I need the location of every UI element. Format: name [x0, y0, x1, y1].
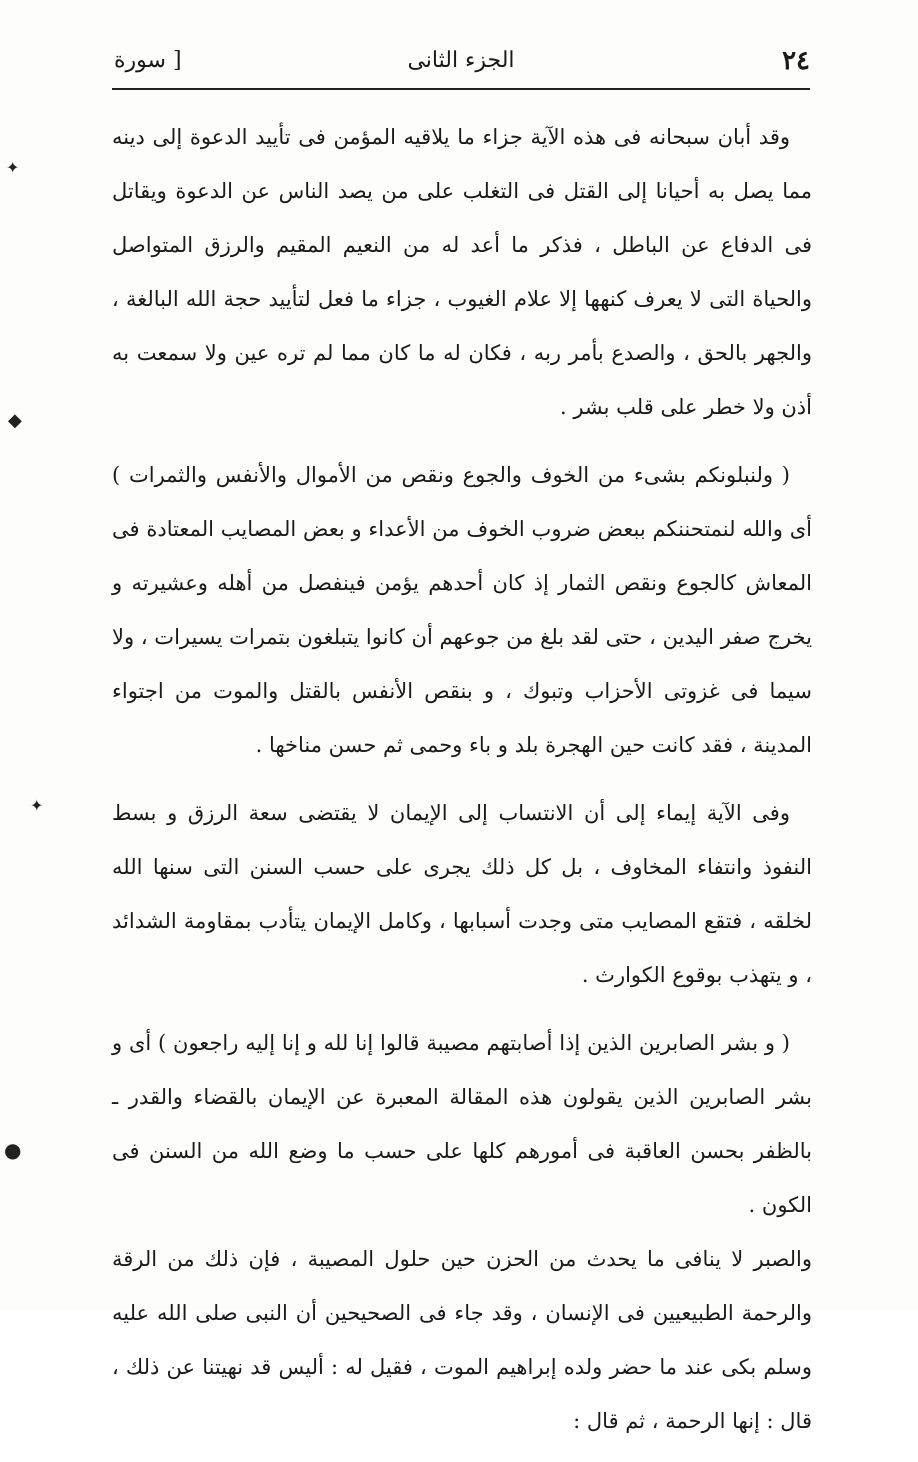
paragraph: وفى الآية إيماء إلى أن الانتساب إلى الإيمان لا يقتضى سعة الرزق و بسط النفوذ وانتفاء المخاوف ، بل كل ذلك يجرى على حسب السنن التى سنها الله لخلقه ، فتقع المصايب متى وجدت أسبابها ، وكامل الإيمان يتأدب بمقاومة الشدائد ، و يتهذب بوقوع الكوارث . [112, 801, 812, 987]
scan-speck-icon: ✦ [6, 158, 20, 177]
paragraph: ( و بشر الصابرين الذين إذا أصابتهم مصيبة قالوا إنا لله و إنا إليه راجعون ) أى و بشر الصابرين الذين يقولون هذه المقالة المعبرة عن الإيمان بالقضاء والقدر ـ بالظفر بحسن العاقبة فى أمورهم كلها على حسب ما وضع الله من السنن فى الكون . [112, 1031, 812, 1217]
paragraph: وقد أبان سبحانه فى هذه الآية جزاء ما يلاقيه المؤمن فى تأييد الدعوة إلى دينه مما يصل به أحيانا إلى القتل فى التغلب على من يصد الناس عن الدعوة ويقاتل فى الدفاع عن الباطل ، فذكر ما أعد له من النعيم المقيم والرزق المتواصل والحياة التى لا يعرف كنهها إلا علام الغيوب ، جزاء ما فعل لتأييد حجة الله البالغة ، والجهر بالحق ، والصدع بأمر ربه ، فكان له ما كان مما لم تره عين ولا سمعت به أذن ولا خطر على قلب بشر . [112, 125, 812, 419]
page-number: ٢٤ [782, 46, 810, 76]
header-rule [112, 88, 810, 90]
surah-label: [ سورة [114, 48, 182, 73]
page-header [112, 44, 810, 84]
scan-speck-icon: ● [4, 1138, 22, 1162]
paragraph: والصبر لا ينافى ما يحدث من الحزن حين حلول المصيبة ، فإن ذلك من الرقة والرحمة الطبيعيين فى الإنسان ، وقد جاء فى الصحيحين أن النبى صلى الله عليه وسلم بكى عند ما حضر ولده إبراهيم الموت ، فقيل له : أليس قد نهيتنا عن ذلك ، قال : إنها الرحمة ، ثم قال : [112, 1247, 812, 1433]
page-body [112, 110, 812, 1462]
scan-speck-icon: ◆ [8, 410, 22, 431]
scan-speck-icon: ✦ [30, 796, 44, 815]
paragraph: ( ولنبلونكم بشىء من الخوف والجوع ونقص من الأموال والأنفس والثمرات ) أى والله لنمتحننكم ببعض ضروب الخوف من الأعداء و بعض المصايب المعتادة فى المعاش كالجوع ونقص الثمار إذ كان أحدهم يؤمن فينفصل من أهله وعشيرته و يخرج صفر اليدين ، حتى لقد بلغ من جوعهم أن كانوا يتبلغون بتمرات يسيرات ، ولا سيما فى غزوتى الأحزاب وتبوك ، و بنقص الأنفس بالقتل والموت من اجتواء المدينة ، فقد كانت حين الهجرة بلد و باء وحمى ثم حسن مناخها . [112, 463, 812, 757]
running-title: الجزء الثانى [407, 48, 515, 73]
